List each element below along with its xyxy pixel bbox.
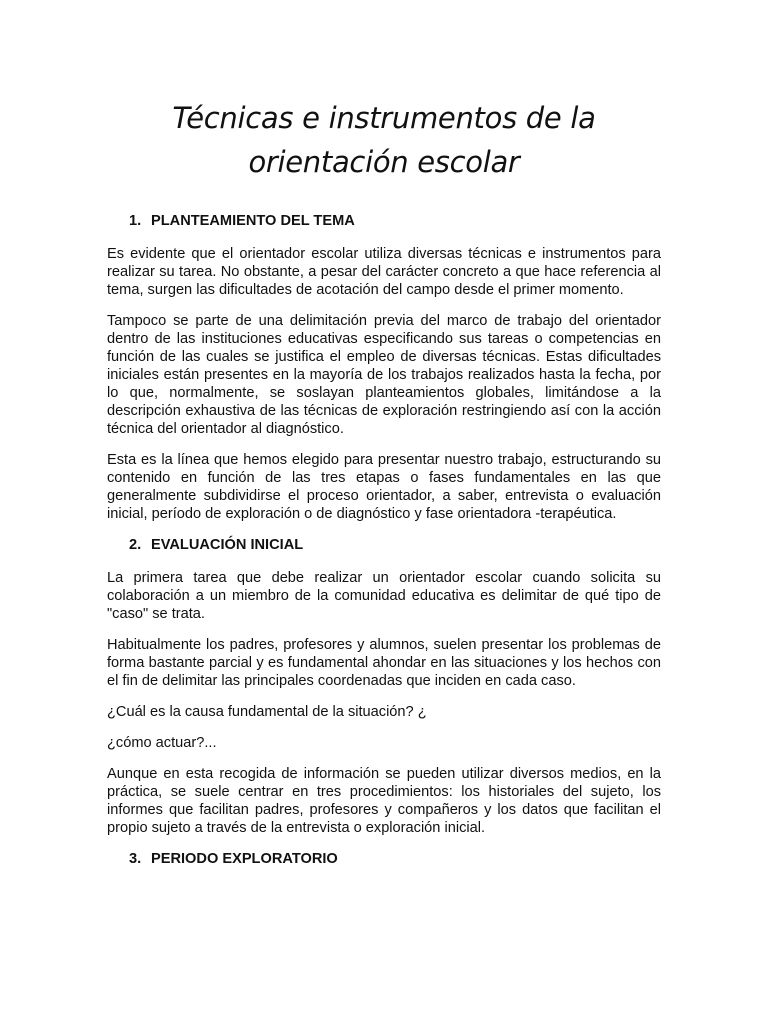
paragraph: Tampoco se parte de una delimitación previa del marco de trabajo del orientador dentro de las instituciones educativas especificando sus tareas o competencias en función de las cuales se justifica el empleo de diversas técnicas. Estas dificultades iniciales están presentes en la mayoría de los trabajos realizados hasta la fecha, por lo que, normalmente, se soslayan planteamientos globales, limitándose a la descripción exhaustiva de las técnicas de exploración restringiendo así con la acción técnica del orientador al diagnóstico. [107, 313, 661, 437]
paragraph: Esta es la línea que hemos elegido para presentar nuestro trabajo, estructurando su contenido en función de las tres etapas o fases fundamentales en las que generalmente subdividirse el proceso orientador, a saber, entrevista o evaluación inicial, período de exploración o de diagnóstico y fase orientadora -terapéutica. [107, 452, 661, 522]
section-title: PLANTEAMIENTO DEL TEMA [151, 213, 355, 229]
paragraph: Habitualmente los padres, profesores y alumnos, suelen presentar los problemas de forma bastante parcial y es fundamental ahondar en las situaciones y los hechos con el fin de delimitar las principales coordenadas que inciden en cada caso. [107, 637, 661, 689]
paragraph: Aunque en esta recogida de información se pueden utilizar diversos medios, en la práctica, se suele centrar en tres procedimientos: los historiales del sujeto, los informes que facilitan padres, profesores y compañeros y los datos que facilitan el propio sujeto a través de la entrevista o exploración inicial. [107, 766, 661, 836]
document-body [107, 212, 661, 883]
paragraph: La primera tarea que debe realizar un orientador escolar cuando solicita su colaboración a un miembro de la comunidad educativa es delimitar de qué tipo de "caso" se trata. [107, 570, 661, 622]
document-title [0, 96, 768, 184]
paragraph: ¿cómo actuar?... [107, 735, 217, 751]
section-number: 1. [129, 213, 142, 229]
paragraph: ¿Cuál es la causa fundamental de la situación? ¿ [107, 704, 427, 720]
section-number: 2. [129, 537, 142, 553]
section-number: 3. [129, 851, 142, 867]
section-title: EVALUACIÓN INICIAL [151, 537, 304, 553]
title-line-2: orientación escolar [248, 145, 520, 179]
section-heading [107, 850, 661, 868]
section-heading [107, 212, 661, 230]
section-heading [107, 536, 661, 554]
section-title: PERIODO EXPLORATORIO [151, 851, 338, 867]
paragraph: Es evidente que el orientador escolar utiliza diversas técnicas e instrumentos para realizar su tarea. No obstante, a pesar del carácter concreto a que hace referencia al tema, surgen las dificultades de acotación del campo desde el primer momento. [107, 246, 661, 298]
title-line-1: Técnicas e instrumentos de la [172, 101, 596, 135]
